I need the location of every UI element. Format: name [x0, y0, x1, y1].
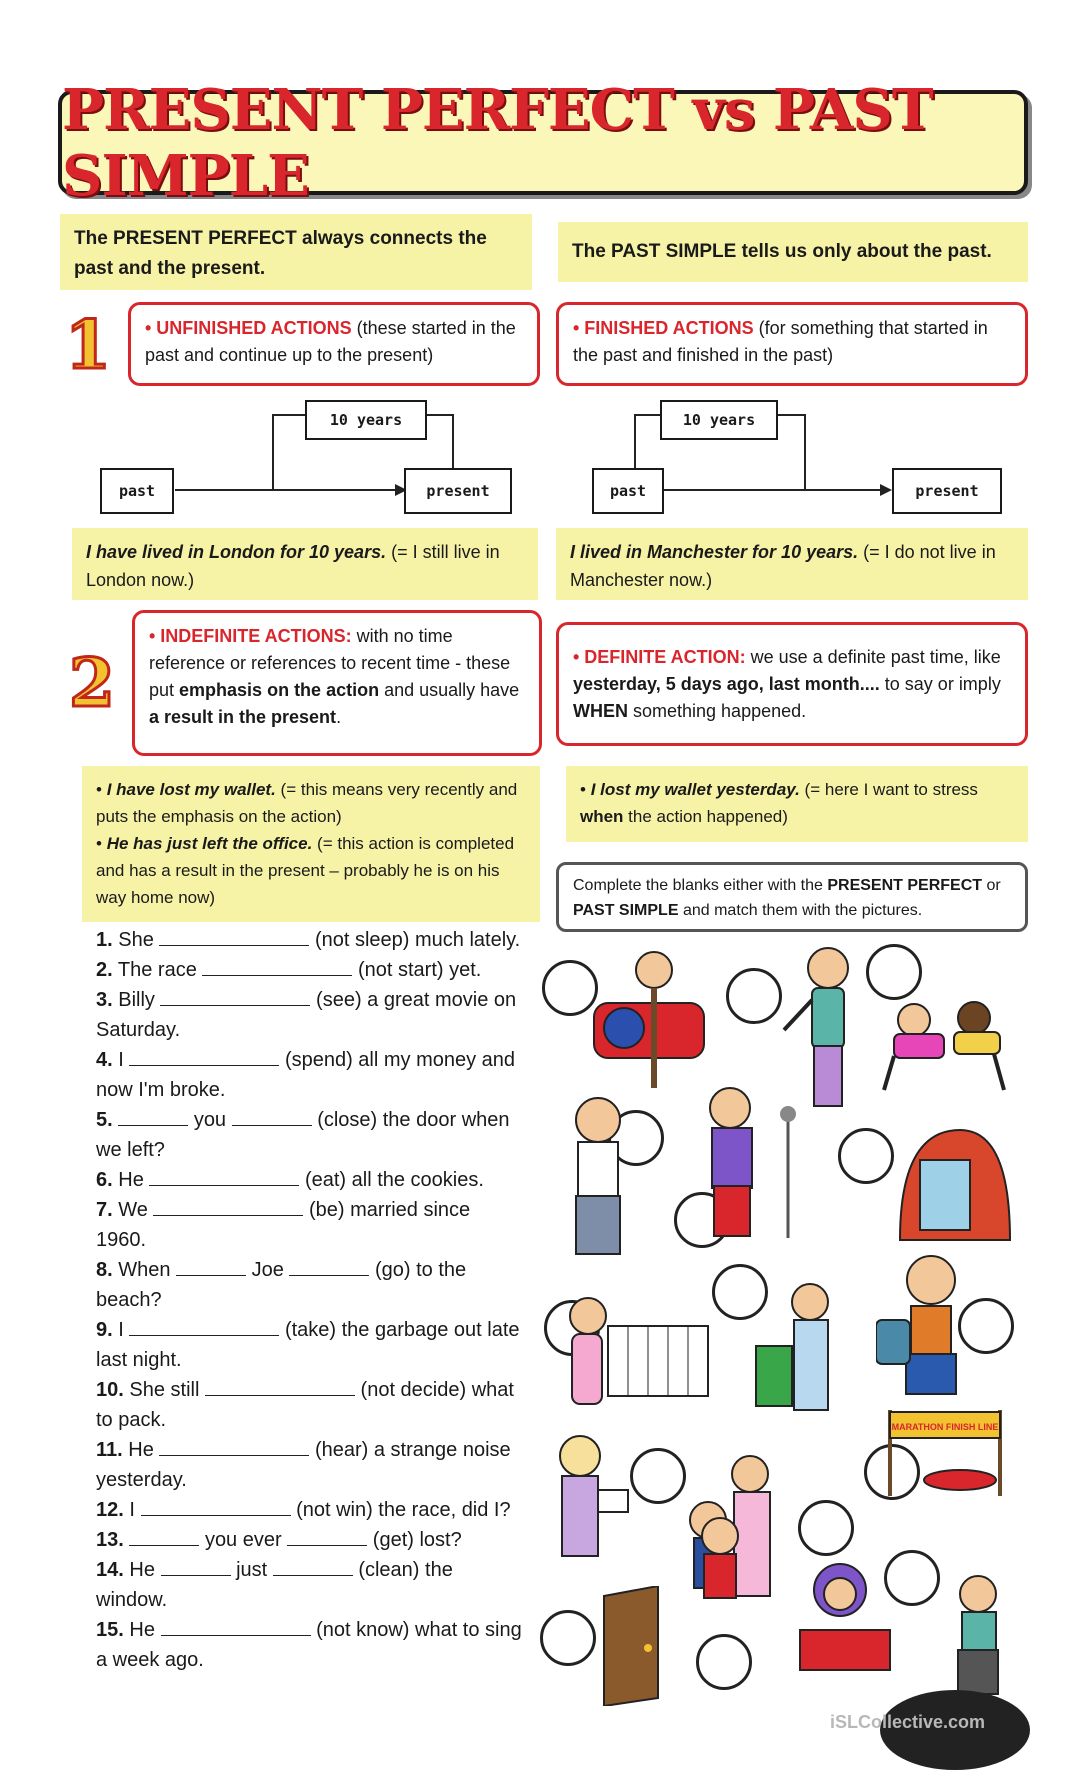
- answer-blank[interactable]: [176, 1257, 246, 1276]
- exercise-subject: He: [129, 1619, 155, 1641]
- answer-blank[interactable]: [273, 1557, 353, 1576]
- exercise-item: [96, 1375, 522, 1435]
- example-right-rest: (= I do not live in Manchester now.): [570, 542, 996, 590]
- page-title: PRESENT PERFECT vs PAST SIMPLE: [62, 76, 933, 209]
- exercise-subject: She: [118, 929, 154, 951]
- man-cleaning-window-picture: [938, 1570, 1028, 1700]
- answer-circle[interactable]: [838, 1128, 894, 1184]
- answer-blank[interactable]: [153, 1197, 303, 1216]
- answer-blank[interactable]: [149, 1167, 299, 1186]
- marathon-finish-line-picture: [880, 1400, 1010, 1500]
- exercise-number: 5.: [96, 1109, 113, 1131]
- exercise-subject: We: [118, 1199, 148, 1221]
- exercise-subject: Billy: [118, 989, 155, 1011]
- definite-heading: • DEFINITE ACTION:: [573, 646, 746, 667]
- man-with-open-wallet-picture: [584, 948, 714, 1098]
- example-present-perfect-1: [72, 528, 538, 600]
- exercise-prompt: (not win) the race, did I?: [296, 1499, 511, 1521]
- example2-left-2-rest: (= this action is completed and has a result in the present – probably he is on his way home now): [96, 834, 515, 907]
- exercise-item: [96, 1045, 522, 1105]
- timeline-left-present: present: [404, 468, 512, 514]
- exercise-prompt: (go) to the beach?: [96, 1259, 467, 1311]
- indefinite-actions-box: [132, 610, 542, 756]
- example2-right-rest-a: (= here I want to stress: [799, 780, 978, 799]
- example-right-em: I lived in Manchester for 10 years.: [570, 542, 859, 562]
- task-text-b: or: [982, 877, 1001, 894]
- definite-bold2: WHEN: [573, 700, 628, 721]
- answer-blank[interactable]: [232, 1107, 312, 1126]
- exercise-item: [96, 1105, 522, 1165]
- woman-singing-picture: [690, 1078, 810, 1248]
- exercise-item: [96, 1495, 522, 1525]
- indefinite-bold: emphasis on the action: [179, 680, 380, 700]
- definite-text-b: to say or imply: [879, 673, 1001, 694]
- indefinite-text-a: with no time reference or references to recent time - these put: [149, 626, 511, 700]
- intro-past-simple: [558, 222, 1028, 282]
- exercise-prompt: (not know) what to sing a week ago.: [96, 1619, 522, 1671]
- answer-blank[interactable]: [141, 1497, 291, 1516]
- exercise-item: [96, 1435, 522, 1495]
- exercise-item: [96, 1165, 522, 1195]
- example-left-em: I have lived in London for 10 years.: [86, 542, 387, 562]
- example-left-rest: (= I still live in London now.): [86, 542, 500, 590]
- intro-left-text: The PRESENT PERFECT always connects the past and the present.: [74, 228, 487, 279]
- intro-right-text: The PAST SIMPLE tells us only about the past.: [572, 241, 992, 262]
- finished-heading: • FINISHED ACTIONS: [573, 318, 754, 338]
- exercise-subject: He: [118, 1169, 144, 1191]
- example2-right-em: I lost my wallet yesterday.: [590, 780, 800, 799]
- section-number-1: 1: [65, 306, 111, 384]
- exercise-number: 3.: [96, 989, 113, 1011]
- task-text-a: Complete the blanks either with the: [573, 877, 828, 894]
- boy-singing-picture: [690, 1514, 750, 1604]
- exercise-number: 14.: [96, 1559, 124, 1581]
- exercise-number: 9.: [96, 1319, 113, 1341]
- task-bold-a: PRESENT PERFECT: [827, 877, 983, 894]
- exercise-number: 10.: [96, 1379, 124, 1401]
- example-past-simple-2: • I lost my wallet yesterday. (= here I want to stress when the action happened): [566, 766, 1028, 842]
- definite-text-c: something happened.: [628, 700, 807, 721]
- unfinished-heading: • UNFINISHED ACTIONS: [145, 318, 352, 338]
- door-picture: [598, 1586, 668, 1706]
- example2-left-1-em: I have lost my wallet.: [106, 780, 276, 799]
- indefinite-text-b: and usually have: [379, 680, 520, 700]
- timeline-right-past: past: [592, 468, 664, 514]
- exercise-prompt: (spend) all my money and now I'm broke.: [96, 1049, 516, 1101]
- answer-blank[interactable]: [118, 1107, 188, 1126]
- example-present-perfect-2: • I have lost my wallet. (= this means very recently and puts the emphasis on the action) • He has just left the office. (= this action is completed and has a result in the present – probably he is on his way home now): [82, 766, 540, 922]
- exercise-subject: The race: [117, 959, 197, 981]
- exercise-prompt: (not sleep) much lately.: [314, 929, 521, 951]
- exercise-prompt: (not decide) what to pack.: [96, 1379, 514, 1431]
- exercise-prompt: (be) married since 1960.: [96, 1199, 471, 1251]
- indefinite-heading: • INDEFINITE ACTIONS:: [149, 626, 352, 646]
- indefinite-text-c: .: [336, 707, 342, 727]
- answer-blank[interactable]: [289, 1257, 369, 1276]
- unfinished-text: (these started in the past and continue up to the present): [145, 318, 516, 365]
- section-number-2: 2: [69, 644, 115, 722]
- answer-blank[interactable]: [159, 927, 309, 946]
- exercise-subject: I: [118, 1319, 124, 1341]
- exercise-prompt: (see) a great movie on Saturday.: [96, 989, 517, 1041]
- answer-blank[interactable]: [287, 1527, 367, 1546]
- exercise-prompt: (not start) yet.: [357, 959, 482, 981]
- exercise-item: [96, 1555, 522, 1615]
- answer-blank[interactable]: [160, 987, 310, 1006]
- watermark: iSLCollective.com: [830, 1712, 986, 1732]
- exercise-item: [96, 985, 522, 1045]
- exercise-item: [96, 1255, 522, 1315]
- answer-blank[interactable]: [129, 1527, 199, 1546]
- exercise-item: [96, 1195, 522, 1255]
- definite-bold: yesterday, 5 days ago, last month....: [573, 673, 880, 694]
- exercise-subject: When: [118, 1259, 171, 1281]
- definite-text-a: we use a definite past time, like: [745, 646, 1001, 667]
- answer-blank[interactable]: [161, 1617, 311, 1636]
- intro-present-perfect: [60, 214, 532, 290]
- exercise-number: 13.: [96, 1529, 124, 1551]
- woman-with-trash-can-picture: [750, 1276, 850, 1446]
- answer-blank[interactable]: [161, 1557, 231, 1576]
- exercise-prompt: (get) lost?: [372, 1529, 462, 1551]
- exercise-subject: He: [129, 1559, 155, 1581]
- example2-left-1-rest: (= this means very recently and puts the emphasis on the action): [96, 780, 518, 826]
- answer-circle[interactable]: [540, 1610, 596, 1666]
- exercise-item: [96, 1525, 522, 1555]
- exercise-number: 11.: [96, 1439, 123, 1461]
- finished-text: (for something that started in the past and finished in the past): [573, 318, 988, 365]
- exercise-prompt: (clean) the window.: [96, 1559, 453, 1611]
- exercise-prompt: (hear) a strange noise yesterday.: [96, 1439, 511, 1491]
- example2-left-2-em: He has just left the office.: [106, 834, 313, 853]
- baby-crib-picture: [558, 1276, 718, 1416]
- answer-circle[interactable]: [798, 1500, 854, 1556]
- task-bold-b: PAST SIMPLE: [573, 902, 679, 919]
- exercise-number: 8.: [96, 1259, 113, 1281]
- timeline-right-span: 10 years: [660, 400, 778, 440]
- exercise-subject: She still: [129, 1379, 200, 1401]
- definite-action-box: [556, 622, 1028, 746]
- exercise-number: 6.: [96, 1169, 113, 1191]
- woman-reading-picture: [540, 1430, 640, 1590]
- exercise-middle-word: just: [236, 1559, 268, 1581]
- exercise-subject: He: [128, 1439, 154, 1461]
- exercise-subject: I: [129, 1499, 135, 1521]
- answer-blank[interactable]: [205, 1377, 355, 1396]
- exercise-middle-word: Joe: [251, 1259, 284, 1281]
- exercise-prompt: (take) the garbage out late last night.: [96, 1319, 520, 1371]
- broke-man-picture: [548, 1090, 648, 1260]
- man-with-suitcase-picture: [876, 1250, 986, 1410]
- exercise-number: 4.: [96, 1049, 113, 1071]
- boy-at-desk-picture: [790, 1560, 900, 1680]
- exercise-subject: I: [118, 1049, 124, 1071]
- exercise-item: [96, 955, 522, 985]
- exercise-prompt: (eat) all the cookies.: [304, 1169, 484, 1191]
- exercise-middle-word: you ever: [204, 1529, 282, 1551]
- answer-blank[interactable]: [159, 1437, 309, 1456]
- answer-blank[interactable]: [129, 1317, 279, 1336]
- answer-blank[interactable]: [202, 957, 352, 976]
- exercise-number: 12.: [96, 1499, 124, 1521]
- finish-banner-label: MARATHON FINISH LINE: [891, 1422, 999, 1432]
- answer-circle[interactable]: [696, 1634, 752, 1690]
- indefinite-bold2: a result in the present: [149, 707, 337, 727]
- unfinished-actions-box: [128, 302, 540, 386]
- title-banner: [58, 76, 1028, 209]
- answer-blank[interactable]: [129, 1047, 279, 1066]
- exercise-middle-word: you: [193, 1109, 227, 1131]
- timeline-left-span: 10 years: [305, 400, 427, 440]
- example2-right-bold: when: [580, 807, 624, 826]
- example2-right-rest-b: the action happened): [623, 807, 788, 826]
- exercise-number: 2.: [96, 959, 113, 981]
- exercise-item: [96, 925, 522, 955]
- exercise-number: 1.: [96, 929, 113, 951]
- exercise-number: 7.: [96, 1199, 113, 1221]
- finished-actions-box: [556, 302, 1028, 386]
- man-closing-door-picture: [890, 1110, 1020, 1250]
- runners-starting-race-picture: [874, 990, 1014, 1110]
- exercise-item: [96, 1315, 522, 1375]
- task-instruction: [556, 862, 1028, 932]
- exercise-item: [96, 1615, 522, 1675]
- example-past-simple-1: [556, 528, 1028, 600]
- exercise-list: [96, 925, 522, 1675]
- exercise-prompt: (close) the door when we left?: [96, 1109, 510, 1161]
- timeline-right-present: present: [892, 468, 1002, 514]
- timeline-left-past: past: [100, 468, 174, 514]
- exercise-number: 15.: [96, 1619, 124, 1641]
- task-text-c: and match them with the pictures.: [678, 902, 923, 919]
